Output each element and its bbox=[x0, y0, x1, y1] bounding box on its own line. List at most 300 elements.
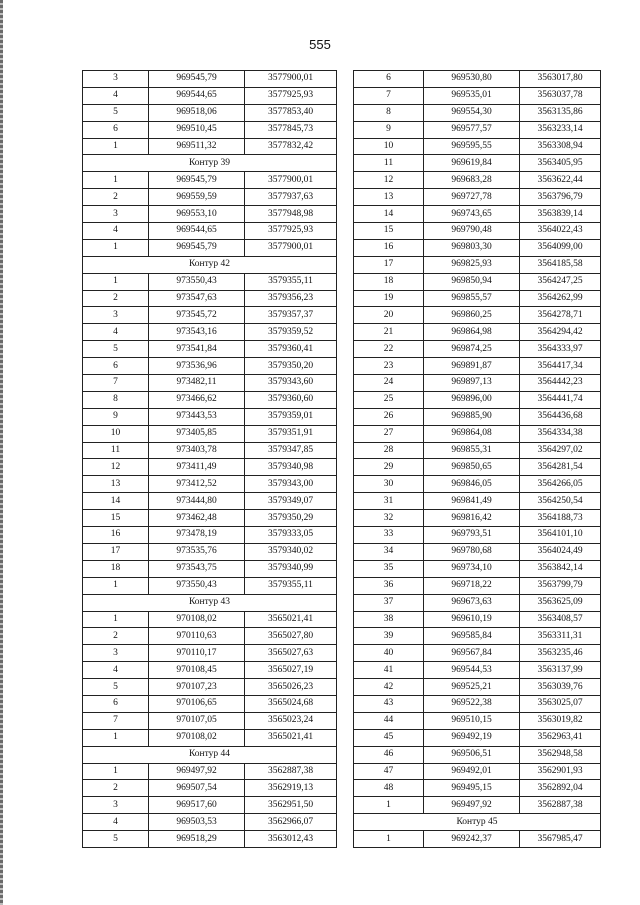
point-number-cell: 1 bbox=[83, 172, 149, 189]
y-coordinate-cell: 3563311,31 bbox=[520, 628, 601, 645]
x-coordinate-cell: 969510,15 bbox=[424, 712, 520, 729]
y-coordinate-cell: 3565023,24 bbox=[245, 712, 337, 729]
table-row bbox=[354, 256, 601, 273]
point-number-cell: 1 bbox=[354, 797, 424, 814]
x-coordinate-cell: 969850,94 bbox=[424, 273, 520, 290]
point-number-cell: 6 bbox=[83, 121, 149, 138]
y-coordinate-cell: 3579357,37 bbox=[245, 307, 337, 324]
x-coordinate-cell: 969673,63 bbox=[424, 594, 520, 611]
contour-title: Контур 45 bbox=[354, 814, 601, 831]
point-number-cell: 2 bbox=[83, 780, 149, 797]
table-row bbox=[83, 712, 337, 729]
point-number-cell: 21 bbox=[354, 324, 424, 341]
table-row bbox=[83, 307, 337, 324]
y-coordinate-cell: 3564436,68 bbox=[520, 408, 601, 425]
table-row bbox=[354, 206, 601, 223]
table-row bbox=[354, 408, 601, 425]
x-coordinate-cell: 969517,60 bbox=[149, 797, 245, 814]
x-coordinate-cell: 969864,98 bbox=[424, 324, 520, 341]
y-coordinate-cell: 3579343,60 bbox=[245, 375, 337, 392]
x-coordinate-cell: 969683,28 bbox=[424, 172, 520, 189]
point-number-cell: 27 bbox=[354, 425, 424, 442]
y-coordinate-cell: 3562948,58 bbox=[520, 746, 601, 763]
y-coordinate-cell: 3579350,20 bbox=[245, 358, 337, 375]
x-coordinate-cell: 969518,29 bbox=[149, 831, 245, 848]
table-row bbox=[83, 138, 337, 155]
y-coordinate-cell: 3563796,79 bbox=[520, 189, 601, 206]
y-coordinate-cell: 3577948,98 bbox=[245, 206, 337, 223]
point-number-cell: 4 bbox=[83, 223, 149, 240]
x-coordinate-cell: 969544,53 bbox=[424, 662, 520, 679]
y-coordinate-cell: 3564333,97 bbox=[520, 341, 601, 358]
table-row bbox=[354, 121, 601, 138]
table-row bbox=[83, 814, 337, 831]
y-coordinate-cell: 3563233,14 bbox=[520, 121, 601, 138]
x-coordinate-cell: 969242,37 bbox=[424, 831, 520, 848]
y-coordinate-cell: 3565024,68 bbox=[245, 695, 337, 712]
table-row bbox=[83, 527, 337, 544]
x-coordinate-cell: 973535,76 bbox=[149, 543, 245, 560]
y-coordinate-cell: 3564441,74 bbox=[520, 391, 601, 408]
y-coordinate-cell: 3565021,41 bbox=[245, 611, 337, 628]
table-row bbox=[354, 375, 601, 392]
y-coordinate-cell: 3563137,99 bbox=[520, 662, 601, 679]
point-number-cell: 4 bbox=[83, 87, 149, 104]
x-coordinate-cell: 969506,51 bbox=[424, 746, 520, 763]
y-coordinate-cell: 3562892,04 bbox=[520, 780, 601, 797]
point-number-cell: 3 bbox=[83, 71, 149, 88]
y-coordinate-cell: 3563135,86 bbox=[520, 104, 601, 121]
table-row bbox=[83, 628, 337, 645]
table-row bbox=[354, 273, 601, 290]
table-row bbox=[354, 645, 601, 662]
x-coordinate-cell: 973547,63 bbox=[149, 290, 245, 307]
table-row bbox=[354, 780, 601, 797]
x-coordinate-cell: 970107,05 bbox=[149, 712, 245, 729]
x-coordinate-cell: 969619,84 bbox=[424, 155, 520, 172]
point-number-cell: 10 bbox=[354, 138, 424, 155]
point-number-cell: 30 bbox=[354, 476, 424, 493]
y-coordinate-cell: 3562951,50 bbox=[245, 797, 337, 814]
x-coordinate-cell: 969780,68 bbox=[424, 543, 520, 560]
point-number-cell: 5 bbox=[83, 341, 149, 358]
table-row bbox=[354, 71, 601, 88]
table-row bbox=[354, 358, 601, 375]
point-number-cell: 22 bbox=[354, 341, 424, 358]
y-coordinate-cell: 3564442,23 bbox=[520, 375, 601, 392]
table-row bbox=[83, 797, 337, 814]
x-coordinate-cell: 969585,84 bbox=[424, 628, 520, 645]
point-number-cell: 2 bbox=[83, 189, 149, 206]
point-number-cell: 25 bbox=[354, 391, 424, 408]
x-coordinate-cell: 970110,17 bbox=[149, 645, 245, 662]
table-row bbox=[354, 391, 601, 408]
table-row bbox=[83, 543, 337, 560]
table-row bbox=[83, 408, 337, 425]
x-coordinate-cell: 969825,93 bbox=[424, 256, 520, 273]
table-row bbox=[354, 560, 601, 577]
table-row bbox=[354, 493, 601, 510]
y-coordinate-cell: 3565027,19 bbox=[245, 662, 337, 679]
point-number-cell: 18 bbox=[354, 273, 424, 290]
point-number-cell: 23 bbox=[354, 358, 424, 375]
y-coordinate-cell: 3579355,11 bbox=[245, 577, 337, 594]
y-coordinate-cell: 3563625,09 bbox=[520, 594, 601, 611]
y-coordinate-cell: 3564250,54 bbox=[520, 493, 601, 510]
point-number-cell: 3 bbox=[83, 645, 149, 662]
y-coordinate-cell: 3564188,73 bbox=[520, 510, 601, 527]
point-number-cell: 31 bbox=[354, 493, 424, 510]
point-number-cell: 28 bbox=[354, 442, 424, 459]
x-coordinate-cell: 973443,53 bbox=[149, 408, 245, 425]
y-coordinate-cell: 3579343,00 bbox=[245, 476, 337, 493]
page-number: 555 bbox=[309, 37, 331, 52]
y-coordinate-cell: 3577937,63 bbox=[245, 189, 337, 206]
point-number-cell: 5 bbox=[83, 679, 149, 696]
y-coordinate-cell: 3563017,80 bbox=[520, 71, 601, 88]
point-number-cell: 6 bbox=[83, 695, 149, 712]
table-row bbox=[354, 172, 601, 189]
y-coordinate-cell: 3579340,98 bbox=[245, 459, 337, 476]
x-coordinate-cell: 969495,15 bbox=[424, 780, 520, 797]
y-coordinate-cell: 3577900,01 bbox=[245, 239, 337, 256]
y-coordinate-cell: 3563799,79 bbox=[520, 577, 601, 594]
point-number-cell: 26 bbox=[354, 408, 424, 425]
point-number-cell: 20 bbox=[354, 307, 424, 324]
y-coordinate-cell: 3564266,05 bbox=[520, 476, 601, 493]
point-number-cell: 3 bbox=[83, 206, 149, 223]
contour-title: Контур 44 bbox=[83, 746, 337, 763]
x-coordinate-cell: 969497,92 bbox=[424, 797, 520, 814]
x-coordinate-cell: 969855,31 bbox=[424, 442, 520, 459]
contour-header-row bbox=[354, 814, 601, 831]
x-coordinate-cell: 969559,59 bbox=[149, 189, 245, 206]
y-coordinate-cell: 3564099,00 bbox=[520, 239, 601, 256]
point-number-cell: 7 bbox=[354, 87, 424, 104]
point-number-cell: 1 bbox=[354, 831, 424, 848]
point-number-cell: 47 bbox=[354, 763, 424, 780]
x-coordinate-cell: 973545,72 bbox=[149, 307, 245, 324]
x-coordinate-cell: 969511,32 bbox=[149, 138, 245, 155]
contour-header-row bbox=[83, 746, 337, 763]
y-coordinate-cell: 3565026,23 bbox=[245, 679, 337, 696]
x-coordinate-cell: 969545,79 bbox=[149, 172, 245, 189]
y-coordinate-cell: 3564101,10 bbox=[520, 527, 601, 544]
point-number-cell: 16 bbox=[354, 239, 424, 256]
point-number-cell: 10 bbox=[83, 425, 149, 442]
table-row bbox=[354, 763, 601, 780]
x-coordinate-cell: 969544,65 bbox=[149, 87, 245, 104]
table-row bbox=[83, 442, 337, 459]
x-coordinate-cell: 973466,62 bbox=[149, 391, 245, 408]
point-number-cell: 18 bbox=[83, 560, 149, 577]
x-coordinate-cell: 969567,84 bbox=[424, 645, 520, 662]
x-coordinate-cell: 973482,11 bbox=[149, 375, 245, 392]
y-coordinate-cell: 3579350,29 bbox=[245, 510, 337, 527]
point-number-cell: 15 bbox=[83, 510, 149, 527]
y-coordinate-cell: 3564262,99 bbox=[520, 290, 601, 307]
contour-title: Контур 42 bbox=[83, 256, 337, 273]
y-coordinate-cell: 3577925,93 bbox=[245, 87, 337, 104]
y-coordinate-cell: 3563308,94 bbox=[520, 138, 601, 155]
table-row bbox=[354, 797, 601, 814]
table-row bbox=[83, 493, 337, 510]
point-number-cell: 17 bbox=[354, 256, 424, 273]
point-number-cell: 46 bbox=[354, 746, 424, 763]
y-coordinate-cell: 3562887,38 bbox=[245, 763, 337, 780]
point-number-cell: 7 bbox=[83, 375, 149, 392]
table-row bbox=[354, 324, 601, 341]
table-row bbox=[83, 223, 337, 240]
y-coordinate-cell: 3564297,02 bbox=[520, 442, 601, 459]
table-row bbox=[354, 341, 601, 358]
y-coordinate-cell: 3564024,49 bbox=[520, 543, 601, 560]
x-coordinate-cell: 969874,25 bbox=[424, 341, 520, 358]
y-coordinate-cell: 3564247,25 bbox=[520, 273, 601, 290]
x-coordinate-cell: 969891,87 bbox=[424, 358, 520, 375]
y-coordinate-cell: 3579360,60 bbox=[245, 391, 337, 408]
point-number-cell: 4 bbox=[83, 324, 149, 341]
table-row bbox=[83, 273, 337, 290]
point-number-cell: 1 bbox=[83, 611, 149, 628]
point-number-cell: 45 bbox=[354, 729, 424, 746]
y-coordinate-cell: 3564417,34 bbox=[520, 358, 601, 375]
point-number-cell: 11 bbox=[354, 155, 424, 172]
table-row bbox=[83, 763, 337, 780]
x-coordinate-cell: 969860,25 bbox=[424, 307, 520, 324]
point-number-cell: 12 bbox=[354, 172, 424, 189]
y-coordinate-cell: 3577900,01 bbox=[245, 172, 337, 189]
x-coordinate-cell: 973543,75 bbox=[149, 560, 245, 577]
point-number-cell: 19 bbox=[354, 290, 424, 307]
y-coordinate-cell: 3579340,99 bbox=[245, 560, 337, 577]
point-number-cell: 8 bbox=[354, 104, 424, 121]
table-row bbox=[354, 510, 601, 527]
x-coordinate-cell: 969595,55 bbox=[424, 138, 520, 155]
point-number-cell: 14 bbox=[83, 493, 149, 510]
x-coordinate-cell: 969492,19 bbox=[424, 729, 520, 746]
x-coordinate-cell: 969790,48 bbox=[424, 223, 520, 240]
x-coordinate-cell: 970107,23 bbox=[149, 679, 245, 696]
point-number-cell: 1 bbox=[83, 577, 149, 594]
table-row bbox=[354, 155, 601, 172]
y-coordinate-cell: 3563039,76 bbox=[520, 679, 601, 696]
x-coordinate-cell: 969545,79 bbox=[149, 71, 245, 88]
table-row bbox=[83, 189, 337, 206]
point-number-cell: 4 bbox=[83, 814, 149, 831]
table-row bbox=[354, 138, 601, 155]
y-coordinate-cell: 3565027,63 bbox=[245, 645, 337, 662]
x-coordinate-cell: 969518,06 bbox=[149, 104, 245, 121]
coordinates-table-left bbox=[82, 70, 337, 848]
x-coordinate-cell: 973550,43 bbox=[149, 577, 245, 594]
y-coordinate-cell: 3564022,43 bbox=[520, 223, 601, 240]
table-row bbox=[354, 695, 601, 712]
point-number-cell: 6 bbox=[83, 358, 149, 375]
table-row bbox=[354, 712, 601, 729]
x-coordinate-cell: 973478,19 bbox=[149, 527, 245, 544]
point-number-cell: 13 bbox=[83, 476, 149, 493]
y-coordinate-cell: 3565027,80 bbox=[245, 628, 337, 645]
point-number-cell: 16 bbox=[83, 527, 149, 544]
y-coordinate-cell: 3563839,14 bbox=[520, 206, 601, 223]
y-coordinate-cell: 3563235,46 bbox=[520, 645, 601, 662]
y-coordinate-cell: 3565021,41 bbox=[245, 729, 337, 746]
x-coordinate-cell: 969885,90 bbox=[424, 408, 520, 425]
x-coordinate-cell: 969492,01 bbox=[424, 763, 520, 780]
x-coordinate-cell: 969525,21 bbox=[424, 679, 520, 696]
x-coordinate-cell: 969497,92 bbox=[149, 763, 245, 780]
y-coordinate-cell: 3579340,02 bbox=[245, 543, 337, 560]
point-number-cell: 38 bbox=[354, 611, 424, 628]
table-row bbox=[83, 577, 337, 594]
table-row bbox=[83, 645, 337, 662]
x-coordinate-cell: 973411,49 bbox=[149, 459, 245, 476]
y-coordinate-cell: 3564281,54 bbox=[520, 459, 601, 476]
point-number-cell: 44 bbox=[354, 712, 424, 729]
x-coordinate-cell: 969816,42 bbox=[424, 510, 520, 527]
table-row bbox=[83, 510, 337, 527]
point-number-cell: 1 bbox=[83, 273, 149, 290]
point-number-cell: 17 bbox=[83, 543, 149, 560]
table-row bbox=[83, 459, 337, 476]
table-row bbox=[83, 679, 337, 696]
table-row bbox=[83, 729, 337, 746]
x-coordinate-cell: 973405,85 bbox=[149, 425, 245, 442]
table-row bbox=[354, 239, 601, 256]
point-number-cell: 36 bbox=[354, 577, 424, 594]
point-number-cell: 35 bbox=[354, 560, 424, 577]
y-coordinate-cell: 3564185,58 bbox=[520, 256, 601, 273]
table-row bbox=[83, 391, 337, 408]
x-coordinate-cell: 969743,65 bbox=[424, 206, 520, 223]
y-coordinate-cell: 3562963,41 bbox=[520, 729, 601, 746]
table-row bbox=[354, 87, 601, 104]
table-row bbox=[83, 425, 337, 442]
point-number-cell: 2 bbox=[83, 628, 149, 645]
x-coordinate-cell: 973462,48 bbox=[149, 510, 245, 527]
x-coordinate-cell: 969545,79 bbox=[149, 239, 245, 256]
y-coordinate-cell: 3562887,38 bbox=[520, 797, 601, 814]
x-coordinate-cell: 969718,22 bbox=[424, 577, 520, 594]
table-row bbox=[83, 104, 337, 121]
x-coordinate-cell: 970110,63 bbox=[149, 628, 245, 645]
table-row bbox=[354, 476, 601, 493]
scan-edge bbox=[0, 0, 3, 905]
x-coordinate-cell: 969850,65 bbox=[424, 459, 520, 476]
table-row bbox=[83, 476, 337, 493]
table-row bbox=[354, 577, 601, 594]
y-coordinate-cell: 3562966,07 bbox=[245, 814, 337, 831]
y-coordinate-cell: 3579359,01 bbox=[245, 408, 337, 425]
table-row bbox=[354, 527, 601, 544]
point-number-cell: 43 bbox=[354, 695, 424, 712]
y-coordinate-cell: 3579351,91 bbox=[245, 425, 337, 442]
y-coordinate-cell: 3563842,14 bbox=[520, 560, 601, 577]
table-row bbox=[83, 172, 337, 189]
table-row bbox=[83, 341, 337, 358]
x-coordinate-cell: 969846,05 bbox=[424, 476, 520, 493]
y-coordinate-cell: 3577845,73 bbox=[245, 121, 337, 138]
x-coordinate-cell: 969544,65 bbox=[149, 223, 245, 240]
contour-header-row bbox=[83, 155, 337, 172]
point-number-cell: 13 bbox=[354, 189, 424, 206]
x-coordinate-cell: 969522,38 bbox=[424, 695, 520, 712]
table-row bbox=[354, 746, 601, 763]
table-row bbox=[354, 628, 601, 645]
table-row bbox=[83, 206, 337, 223]
table-row bbox=[354, 290, 601, 307]
y-coordinate-cell: 3579355,11 bbox=[245, 273, 337, 290]
x-coordinate-cell: 973444,80 bbox=[149, 493, 245, 510]
table-row bbox=[83, 780, 337, 797]
point-number-cell: 1 bbox=[83, 763, 149, 780]
x-coordinate-cell: 969507,54 bbox=[149, 780, 245, 797]
x-coordinate-cell: 970108,45 bbox=[149, 662, 245, 679]
point-number-cell: 24 bbox=[354, 375, 424, 392]
y-coordinate-cell: 3579349,07 bbox=[245, 493, 337, 510]
point-number-cell: 9 bbox=[83, 408, 149, 425]
y-coordinate-cell: 3563037,78 bbox=[520, 87, 601, 104]
x-coordinate-cell: 969897,13 bbox=[424, 375, 520, 392]
table-row bbox=[354, 662, 601, 679]
table-row bbox=[354, 611, 601, 628]
y-coordinate-cell: 3564334,38 bbox=[520, 425, 601, 442]
x-coordinate-cell: 969793,51 bbox=[424, 527, 520, 544]
y-coordinate-cell: 3579360,41 bbox=[245, 341, 337, 358]
table-row bbox=[83, 831, 337, 848]
table-row bbox=[83, 695, 337, 712]
y-coordinate-cell: 3562901,93 bbox=[520, 763, 601, 780]
contour-title: Контур 39 bbox=[83, 155, 337, 172]
coordinates-table-right bbox=[353, 70, 601, 848]
x-coordinate-cell: 969841,49 bbox=[424, 493, 520, 510]
y-coordinate-cell: 3579356,23 bbox=[245, 290, 337, 307]
table-row bbox=[354, 543, 601, 560]
y-coordinate-cell: 3563019,82 bbox=[520, 712, 601, 729]
y-coordinate-cell: 3577925,93 bbox=[245, 223, 337, 240]
table-row bbox=[354, 831, 601, 848]
point-number-cell: 11 bbox=[83, 442, 149, 459]
y-coordinate-cell: 3563025,07 bbox=[520, 695, 601, 712]
x-coordinate-cell: 969553,10 bbox=[149, 206, 245, 223]
x-coordinate-cell: 969510,45 bbox=[149, 121, 245, 138]
x-coordinate-cell: 969535,01 bbox=[424, 87, 520, 104]
point-number-cell: 5 bbox=[83, 104, 149, 121]
point-number-cell: 6 bbox=[354, 71, 424, 88]
y-coordinate-cell: 3579359,52 bbox=[245, 324, 337, 341]
x-coordinate-cell: 973403,78 bbox=[149, 442, 245, 459]
table-row bbox=[83, 324, 337, 341]
point-number-cell: 1 bbox=[83, 138, 149, 155]
point-number-cell: 9 bbox=[354, 121, 424, 138]
point-number-cell: 8 bbox=[83, 391, 149, 408]
point-number-cell: 34 bbox=[354, 543, 424, 560]
point-number-cell: 42 bbox=[354, 679, 424, 696]
y-coordinate-cell: 3563408,57 bbox=[520, 611, 601, 628]
point-number-cell: 48 bbox=[354, 780, 424, 797]
x-coordinate-cell: 969864,08 bbox=[424, 425, 520, 442]
table-row bbox=[354, 307, 601, 324]
table-row bbox=[354, 442, 601, 459]
y-coordinate-cell: 3577832,42 bbox=[245, 138, 337, 155]
point-number-cell: 1 bbox=[83, 239, 149, 256]
point-number-cell: 39 bbox=[354, 628, 424, 645]
x-coordinate-cell: 969803,30 bbox=[424, 239, 520, 256]
contour-header-row bbox=[83, 594, 337, 611]
point-number-cell: 32 bbox=[354, 510, 424, 527]
table-row bbox=[354, 223, 601, 240]
